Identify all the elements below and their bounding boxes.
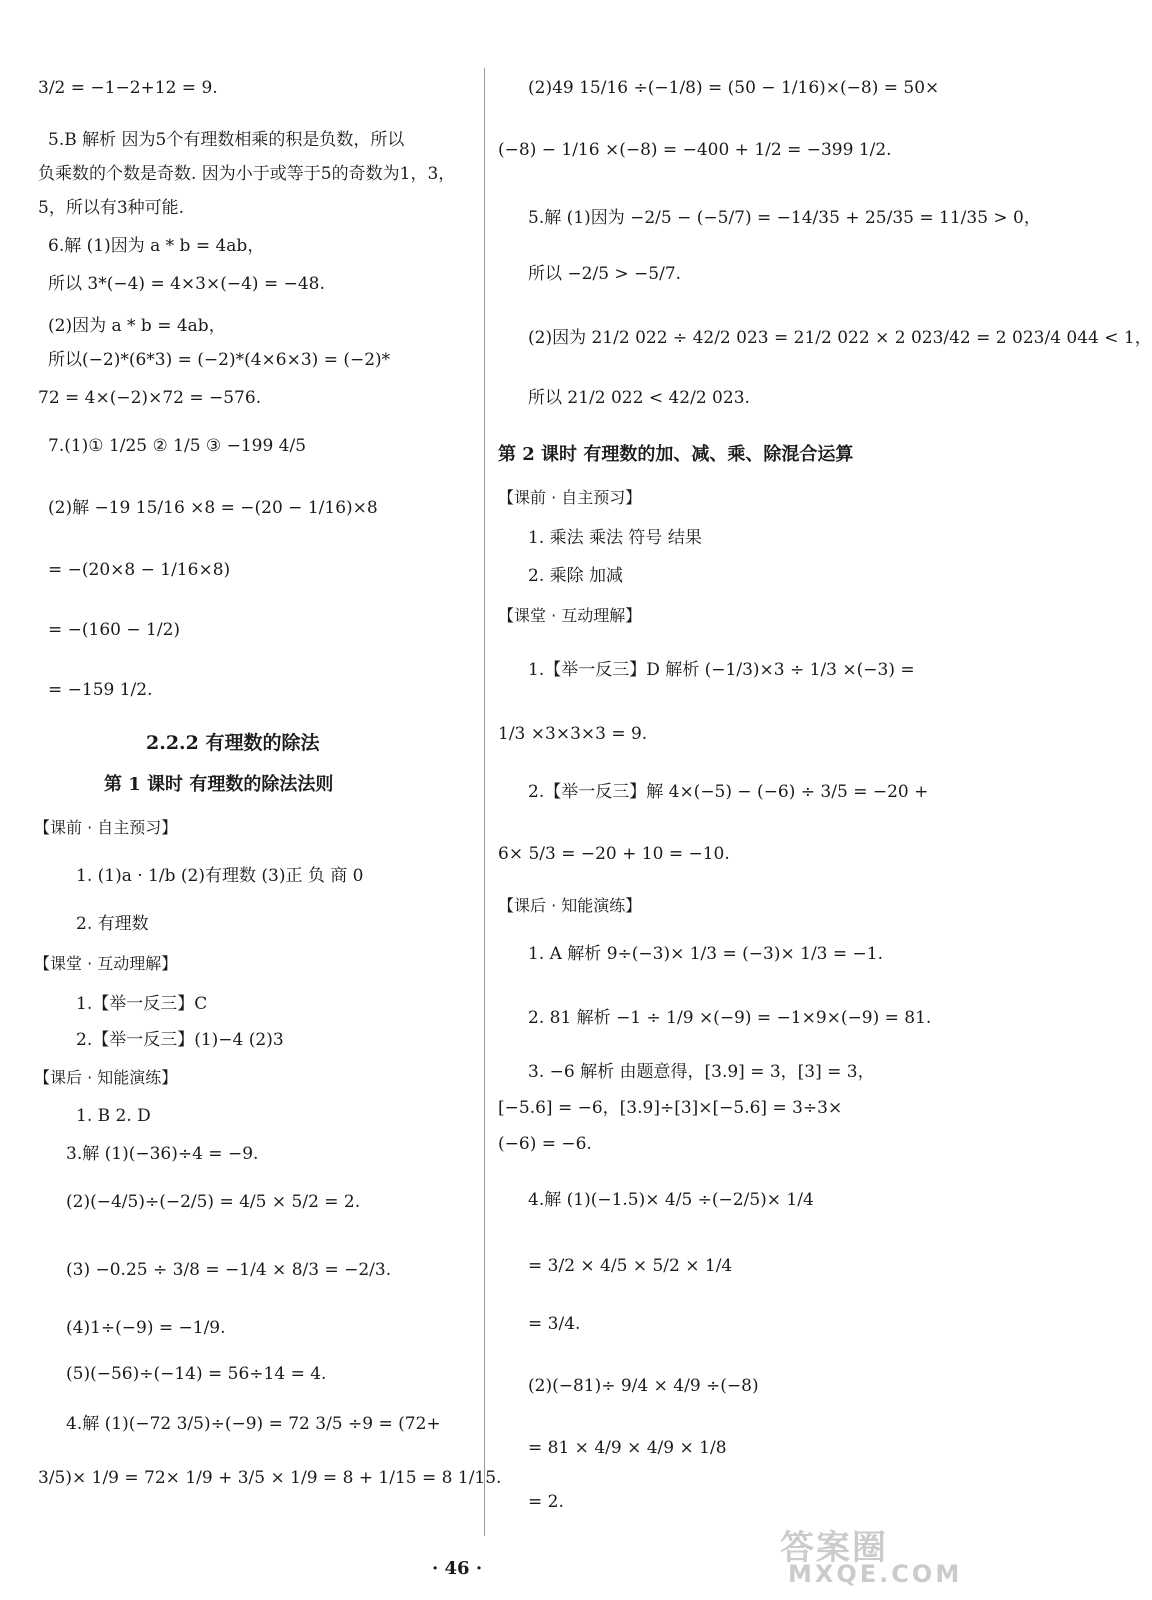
left-line-21: 1.【举一反三】C (76, 994, 208, 1014)
right-line-1: (2)49 15/16 ÷(−1/8) = (50 − 1/16)×(−8) = 50× (528, 78, 940, 98)
left-line-24: 1. B 2. D (76, 1106, 151, 1126)
left-line-2: 5.B 解析 因为5个有理数相乘的积是负数，所以 (48, 130, 405, 150)
lesson-1-title: 第 1 课时 有理数的除法法则 (104, 774, 334, 795)
right-after-class-header: 【课后 · 知能演练】 (498, 896, 642, 915)
page-number: · 46 · (432, 1558, 483, 1579)
right-line-15: 6× 5/3 = −20 + 10 = −10. (498, 844, 730, 864)
left-line-26: (2)(−4/5)÷(−2/5) = 4/5 × 5/2 = 2. (66, 1192, 361, 1212)
left-line-19: 2. 有理数 (76, 914, 149, 934)
right-line-2: (−8) − 1/16 ×(−8) = −400 + 1/2 = −399 1/2. (498, 140, 892, 160)
left-line-22: 2.【举一反三】(1)−4 (2)3 (76, 1030, 284, 1050)
left-line-12: = −(20×8 − 1/16×8) (48, 560, 231, 580)
right-line-4: 所以 −2/5 > −5/7. (528, 264, 682, 284)
left-line-9: 72 = 4×(−2)×72 = −576. (38, 388, 262, 408)
right-line-24: = 3/4. (528, 1314, 581, 1334)
right-line-3: 5.解 (1)因为 −2/5 − (−5/7) = −14/35 + 25/35 = 11/35 > 0， (528, 208, 1041, 228)
left-after-class-header: 【课后 · 知能演练】 (34, 1068, 178, 1087)
left-line-30: 4.解 (1)(−72 3/5)÷(−9) = 72 3/5 ÷9 = (72+ (66, 1414, 441, 1434)
left-line-7: (2)因为 a * b = 4ab， (48, 316, 226, 336)
left-line-11: (2)解 −19 15/16 ×8 = −(20 − 1/16)×8 (48, 498, 378, 518)
left-line-29: (5)(−56)÷(−14) = 56÷14 = 4. (66, 1364, 327, 1384)
right-line-26: = 81 × 4/9 × 4/9 × 1/8 (528, 1438, 727, 1458)
right-line-13: 1/3 ×3×3×3 = 9. (498, 724, 648, 744)
left-line-5: 6.解 (1)因为 a * b = 4ab， (48, 236, 265, 256)
right-line-23: = 3/2 × 4/5 × 5/2 × 1/4 (528, 1256, 733, 1276)
right-line-9: 1. 乘法 乘法 符号 结果 (528, 528, 702, 548)
site-watermark (780, 1520, 963, 1590)
left-line-28: (4)1÷(−9) = −1/9. (66, 1318, 226, 1338)
right-line-12: 1.【举一反三】D 解析 (−1/3)×3 ÷ 1/3 ×(−3) = (528, 660, 915, 680)
left-line-4: 5，所以有3种可能. (38, 198, 185, 218)
right-line-25: (2)(−81)÷ 9/4 × 4/9 ÷(−8) (528, 1376, 759, 1396)
right-classroom-header: 【课堂 · 互动理解】 (498, 606, 642, 625)
left-line-27: (3) −0.25 ÷ 3/8 = −1/4 × 8/3 = −2/3. (66, 1260, 392, 1280)
right-line-27: = 2. (528, 1492, 564, 1512)
left-line-31: 3/5)× 1/9 = 72× 1/9 + 3/5 × 1/9 = 8 + 1/15 = 8 1/15. (38, 1468, 502, 1488)
right-line-20: [−5.6] = −6，[3.9]÷[3]×[−5.6] = 3÷3× (498, 1098, 843, 1118)
right-line-19: 3. −6 解析 由题意得，[3.9] = 3，[3] = 3， (528, 1062, 875, 1082)
left-line-1: 3/2 = −1−2+12 = 9. (38, 78, 218, 98)
left-line-3: 负乘数的个数是奇数. 因为小于或等于5的奇数为1，3， (38, 164, 456, 184)
left-line-14: = −159 1/2. (48, 680, 153, 700)
left-line-10: 7.(1)① 1/25 ② 1/5 ③ −199 4/5 (48, 436, 307, 456)
right-line-18: 2. 81 解析 −1 ÷ 1/9 ×(−9) = −1×9×(−9) = 81. (528, 1008, 932, 1028)
watermark-top-text: 答案圈 (780, 1528, 888, 1568)
right-line-10: 2. 乘除 加减 (528, 566, 624, 586)
lesson-2-title: 第 2 课时 有理数的加、减、乘、除混合运算 (498, 444, 854, 465)
column-divider (484, 68, 485, 1536)
left-line-8: 所以(−2)*(6*3) = (−2)*(4×6×3) = (−2)* (48, 350, 391, 370)
left-line-25: 3.解 (1)(−36)÷4 = −9. (66, 1144, 259, 1164)
right-line-6: 所以 21/2 022 < 42/2 023. (528, 388, 750, 408)
left-preview-header: 【课前 · 自主预习】 (34, 818, 178, 837)
left-line-18: 1. (1)a · 1/b (2)有理数 (3)正 负 商 0 (76, 866, 364, 886)
left-line-13: = −(160 − 1/2) (48, 620, 181, 640)
right-line-17: 1. A 解析 9÷(−3)× 1/3 = (−3)× 1/3 = −1. (528, 944, 883, 964)
right-line-14: 2.【举一反三】解 4×(−5) − (−6) ÷ 3/5 = −20 + (528, 782, 929, 802)
section-title-2-2-2: 2.2.2 有理数的除法 (146, 732, 320, 754)
right-line-21: (−6) = −6. (498, 1134, 592, 1154)
left-classroom-header: 【课堂 · 互动理解】 (34, 954, 178, 973)
right-preview-header: 【课前 · 自主预习】 (498, 488, 642, 507)
right-line-5: (2)因为 21/2 022 ÷ 42/2 023 = 21/2 022 × 2 023/42 = 2 023/4 044 < 1， (528, 328, 1152, 348)
watermark-bottom-text: MXQE.COM (788, 1560, 963, 1588)
right-line-22: 4.解 (1)(−1.5)× 4/5 ÷(−2/5)× 1/4 (528, 1190, 814, 1210)
left-line-6: 所以 3*(−4) = 4×3×(−4) = −48. (48, 274, 325, 294)
